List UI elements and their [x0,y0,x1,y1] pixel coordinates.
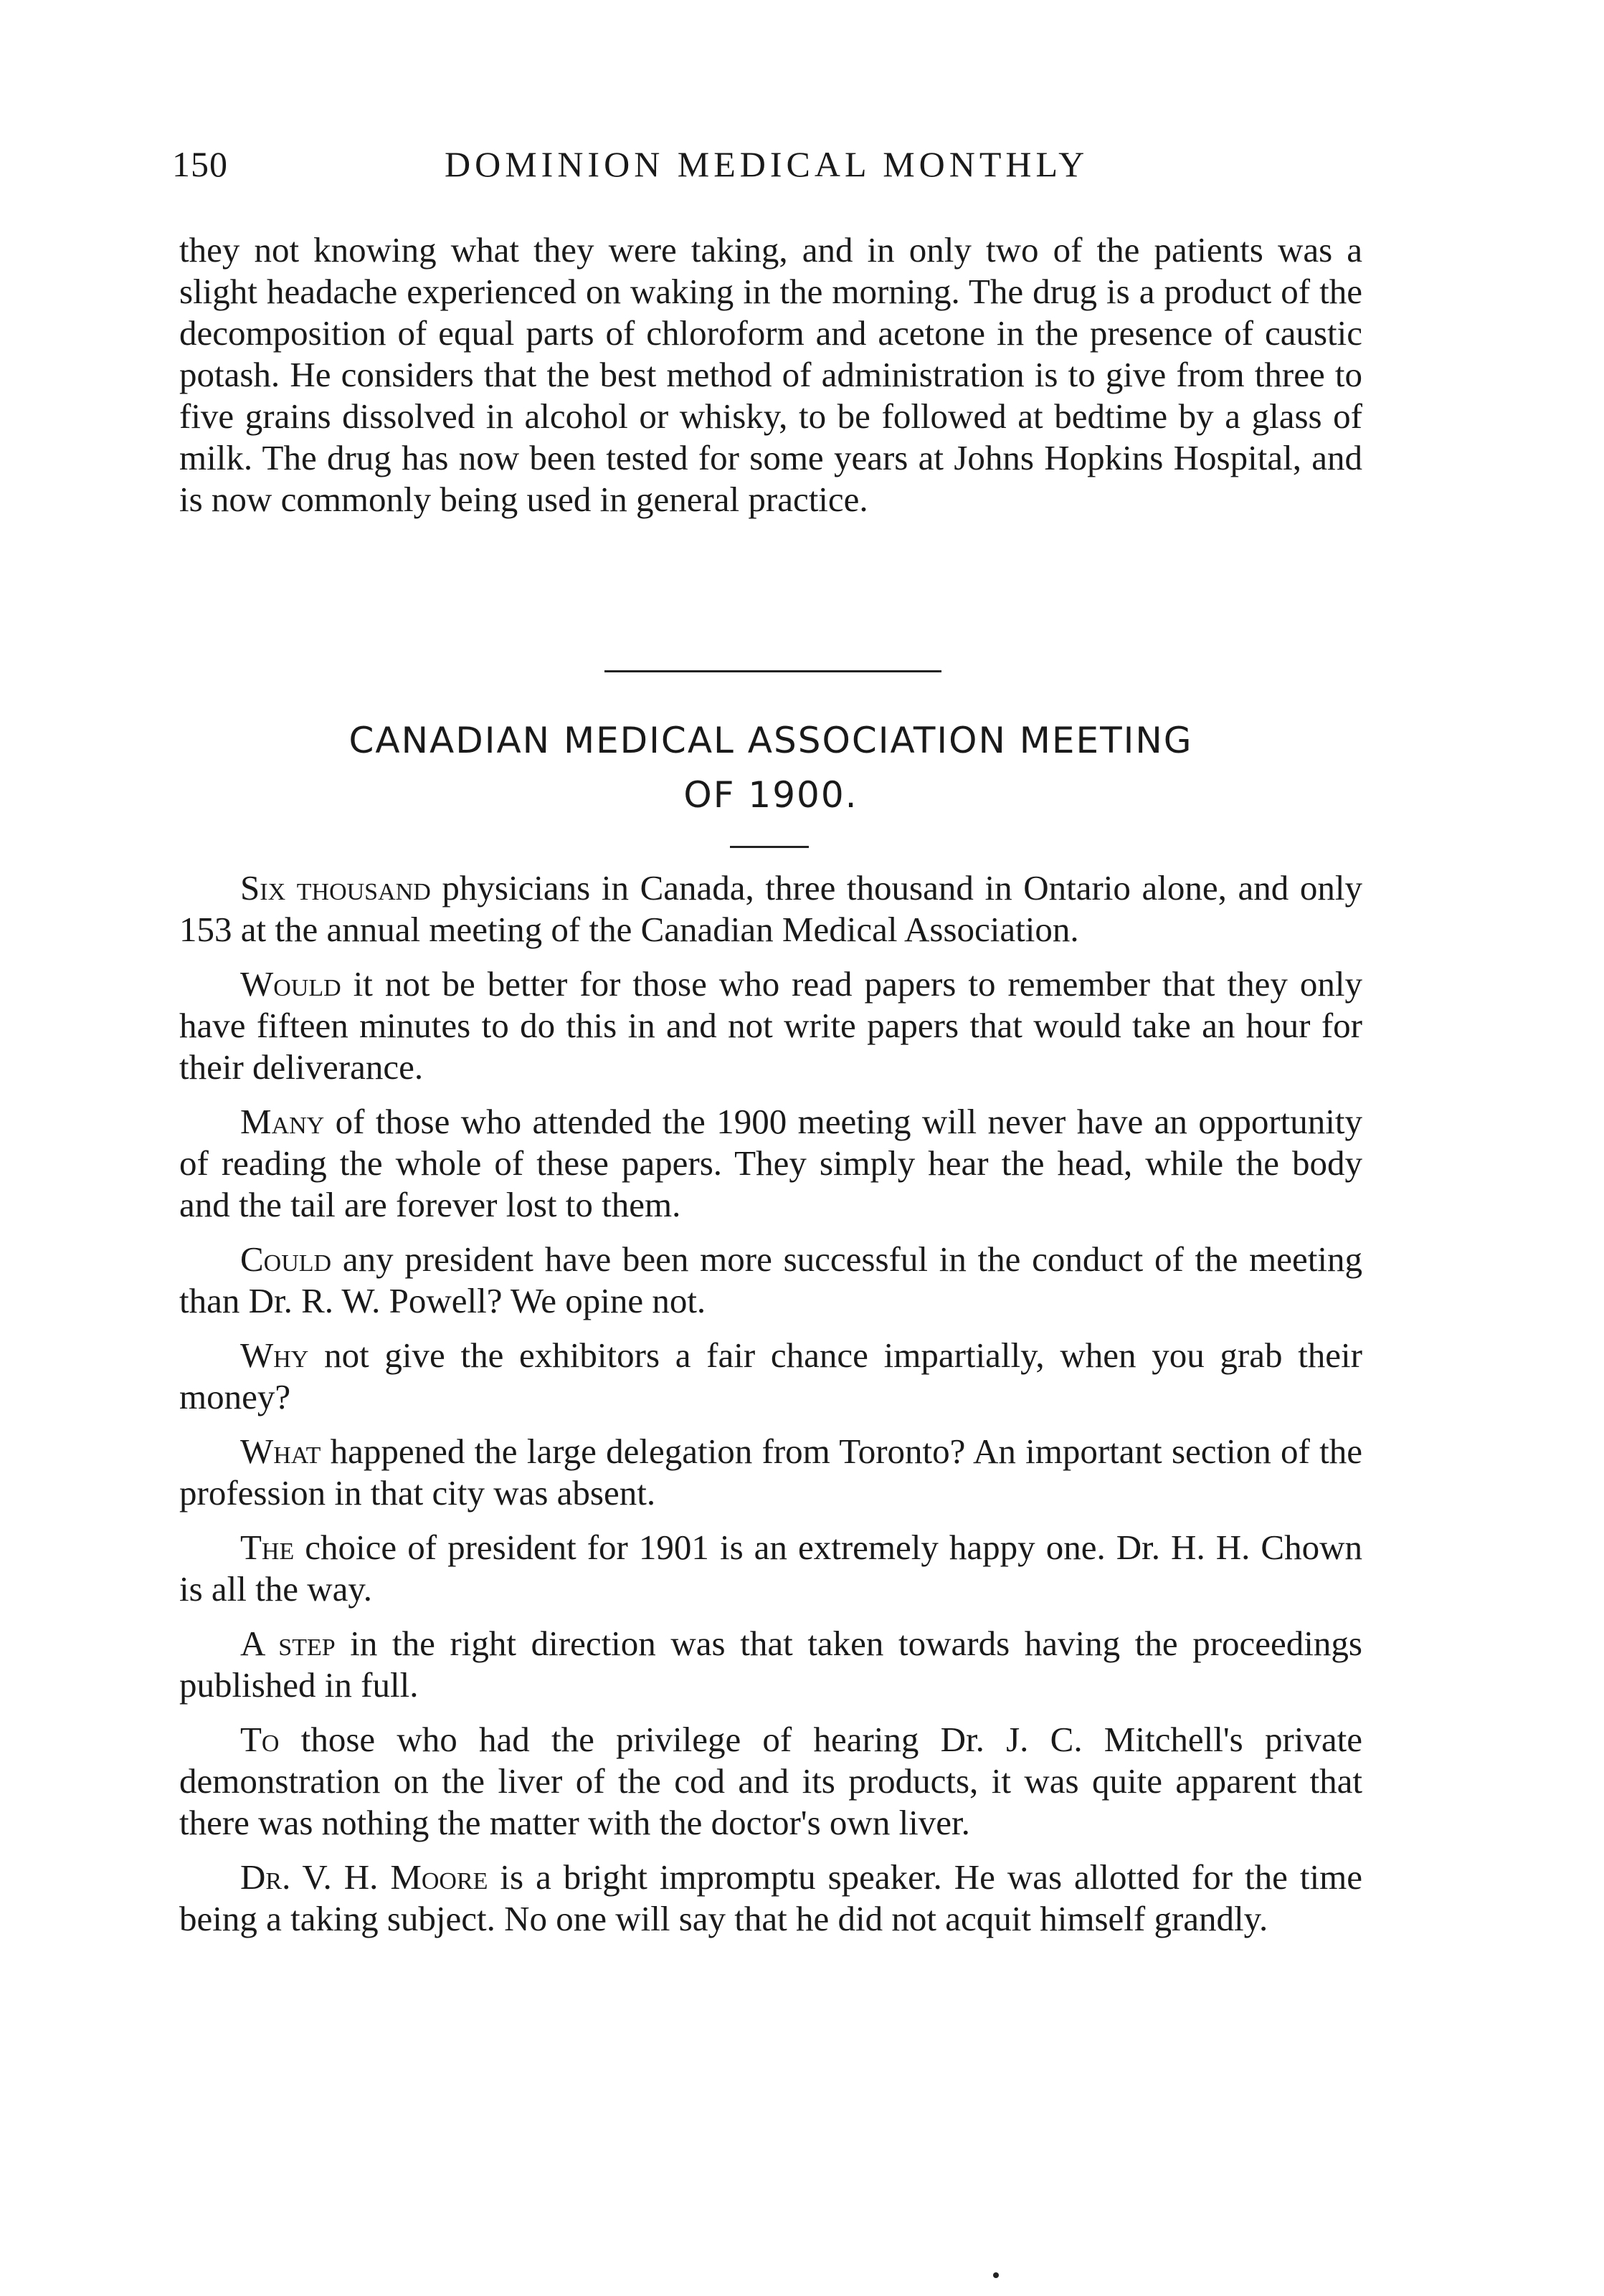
paragraph-text: is a bright impromptu speaker. He was allotted for the time being a taking subject. No one will say that he did not acquit himself grandly. [179,1857,1362,1938]
journal-title: DOMINION MEDICAL MONTHLY [445,144,1089,184]
printer-mark [993,2272,999,2278]
paragraph-text: physicians in Canada, three thousand in Ontario alone, and only 153 at the annual meeting of the Canadian Medical Association. [179,868,1362,949]
article-paragraph [179,1101,1362,1226]
article-body [179,867,1362,1953]
intro-paragraph: they not knowing what they were taking, and in only two of the patients was a slight headache experienced on waking in the morning. The drug is a product of the decomposition of equal parts of chloroform and acetone in the presence of caustic potash. He considers that the best method of administration is to give from three to five grains dissolved in alcohol or whisky, to be followed at bedtime by a glass of milk. The drug has now been tested for some years at Johns Hopkins Hospital, and is now commonly being used in general practice. [179,230,1362,519]
paragraph-lead: Many [240,1102,325,1141]
paragraph-text: any president have been more successful in the conduct of the meeting than Dr. R. W. Powell? We opine not. [179,1239,1362,1320]
article-paragraph [179,1857,1362,1940]
intro-text [179,229,1362,520]
section-divider [604,670,941,672]
article-paragraph [179,1623,1362,1706]
paragraph-lead: What [240,1432,321,1471]
page-number: 150 [172,144,228,184]
article-paragraph [179,963,1362,1088]
paragraph-text: not give the exhibitors a fair chance impartially, when you grab their money? [179,1335,1362,1416]
paragraph-lead: The [240,1528,295,1567]
article-paragraph [179,1719,1362,1844]
running-header [172,143,1391,194]
paragraph-lead: Why [240,1335,309,1375]
article-paragraph [179,867,1362,951]
paragraph-text: in the right direction was that taken towards having the proceedings published in full. [179,1624,1362,1705]
article-paragraph [179,1335,1362,1418]
paragraph-lead: Six thousand [240,868,431,908]
paragraph-text: happened the large delegation from Toronto? An important section of the profession in that city was absent. [179,1432,1362,1513]
article-title-line-2: OF 1900. [683,774,858,816]
paragraph-lead: Could [240,1239,332,1279]
article-paragraph [179,1431,1362,1514]
paragraph-text: it not be better for those who read papers to remember that they only have fifteen minutes to do this in and not write papers that would take an hour for their deliverance. [179,964,1362,1087]
title-underline [730,846,809,848]
article-paragraph [179,1239,1362,1322]
paragraph-text: choice of president for 1901 is an extremely happy one. Dr. H. H. Chown is all the way. [179,1528,1362,1609]
paragraph-lead: A step [240,1624,336,1663]
paragraph-lead: To [240,1720,280,1759]
paragraph-text: of those who attended the 1900 meeting will never have an opportunity of reading the whole of these papers. They simply hear the head, while the body and the tail are forever lost to them. [179,1102,1362,1224]
paragraph-text: those who had the privilege of hearing Dr. J. C. Mitchell's private demonstration on the liver of the cod and its products, it was quite apparent that there was nothing the matter with the doctor's own liver. [179,1720,1362,1842]
paragraph-lead: Dr. V. H. Moore [240,1857,488,1897]
article-paragraph [179,1527,1362,1610]
article-title-line-1: CANADIAN MEDICAL ASSOCIATION MEETING [348,720,1193,761]
article-title [179,713,1362,822]
paragraph-lead: Would [240,964,341,1004]
